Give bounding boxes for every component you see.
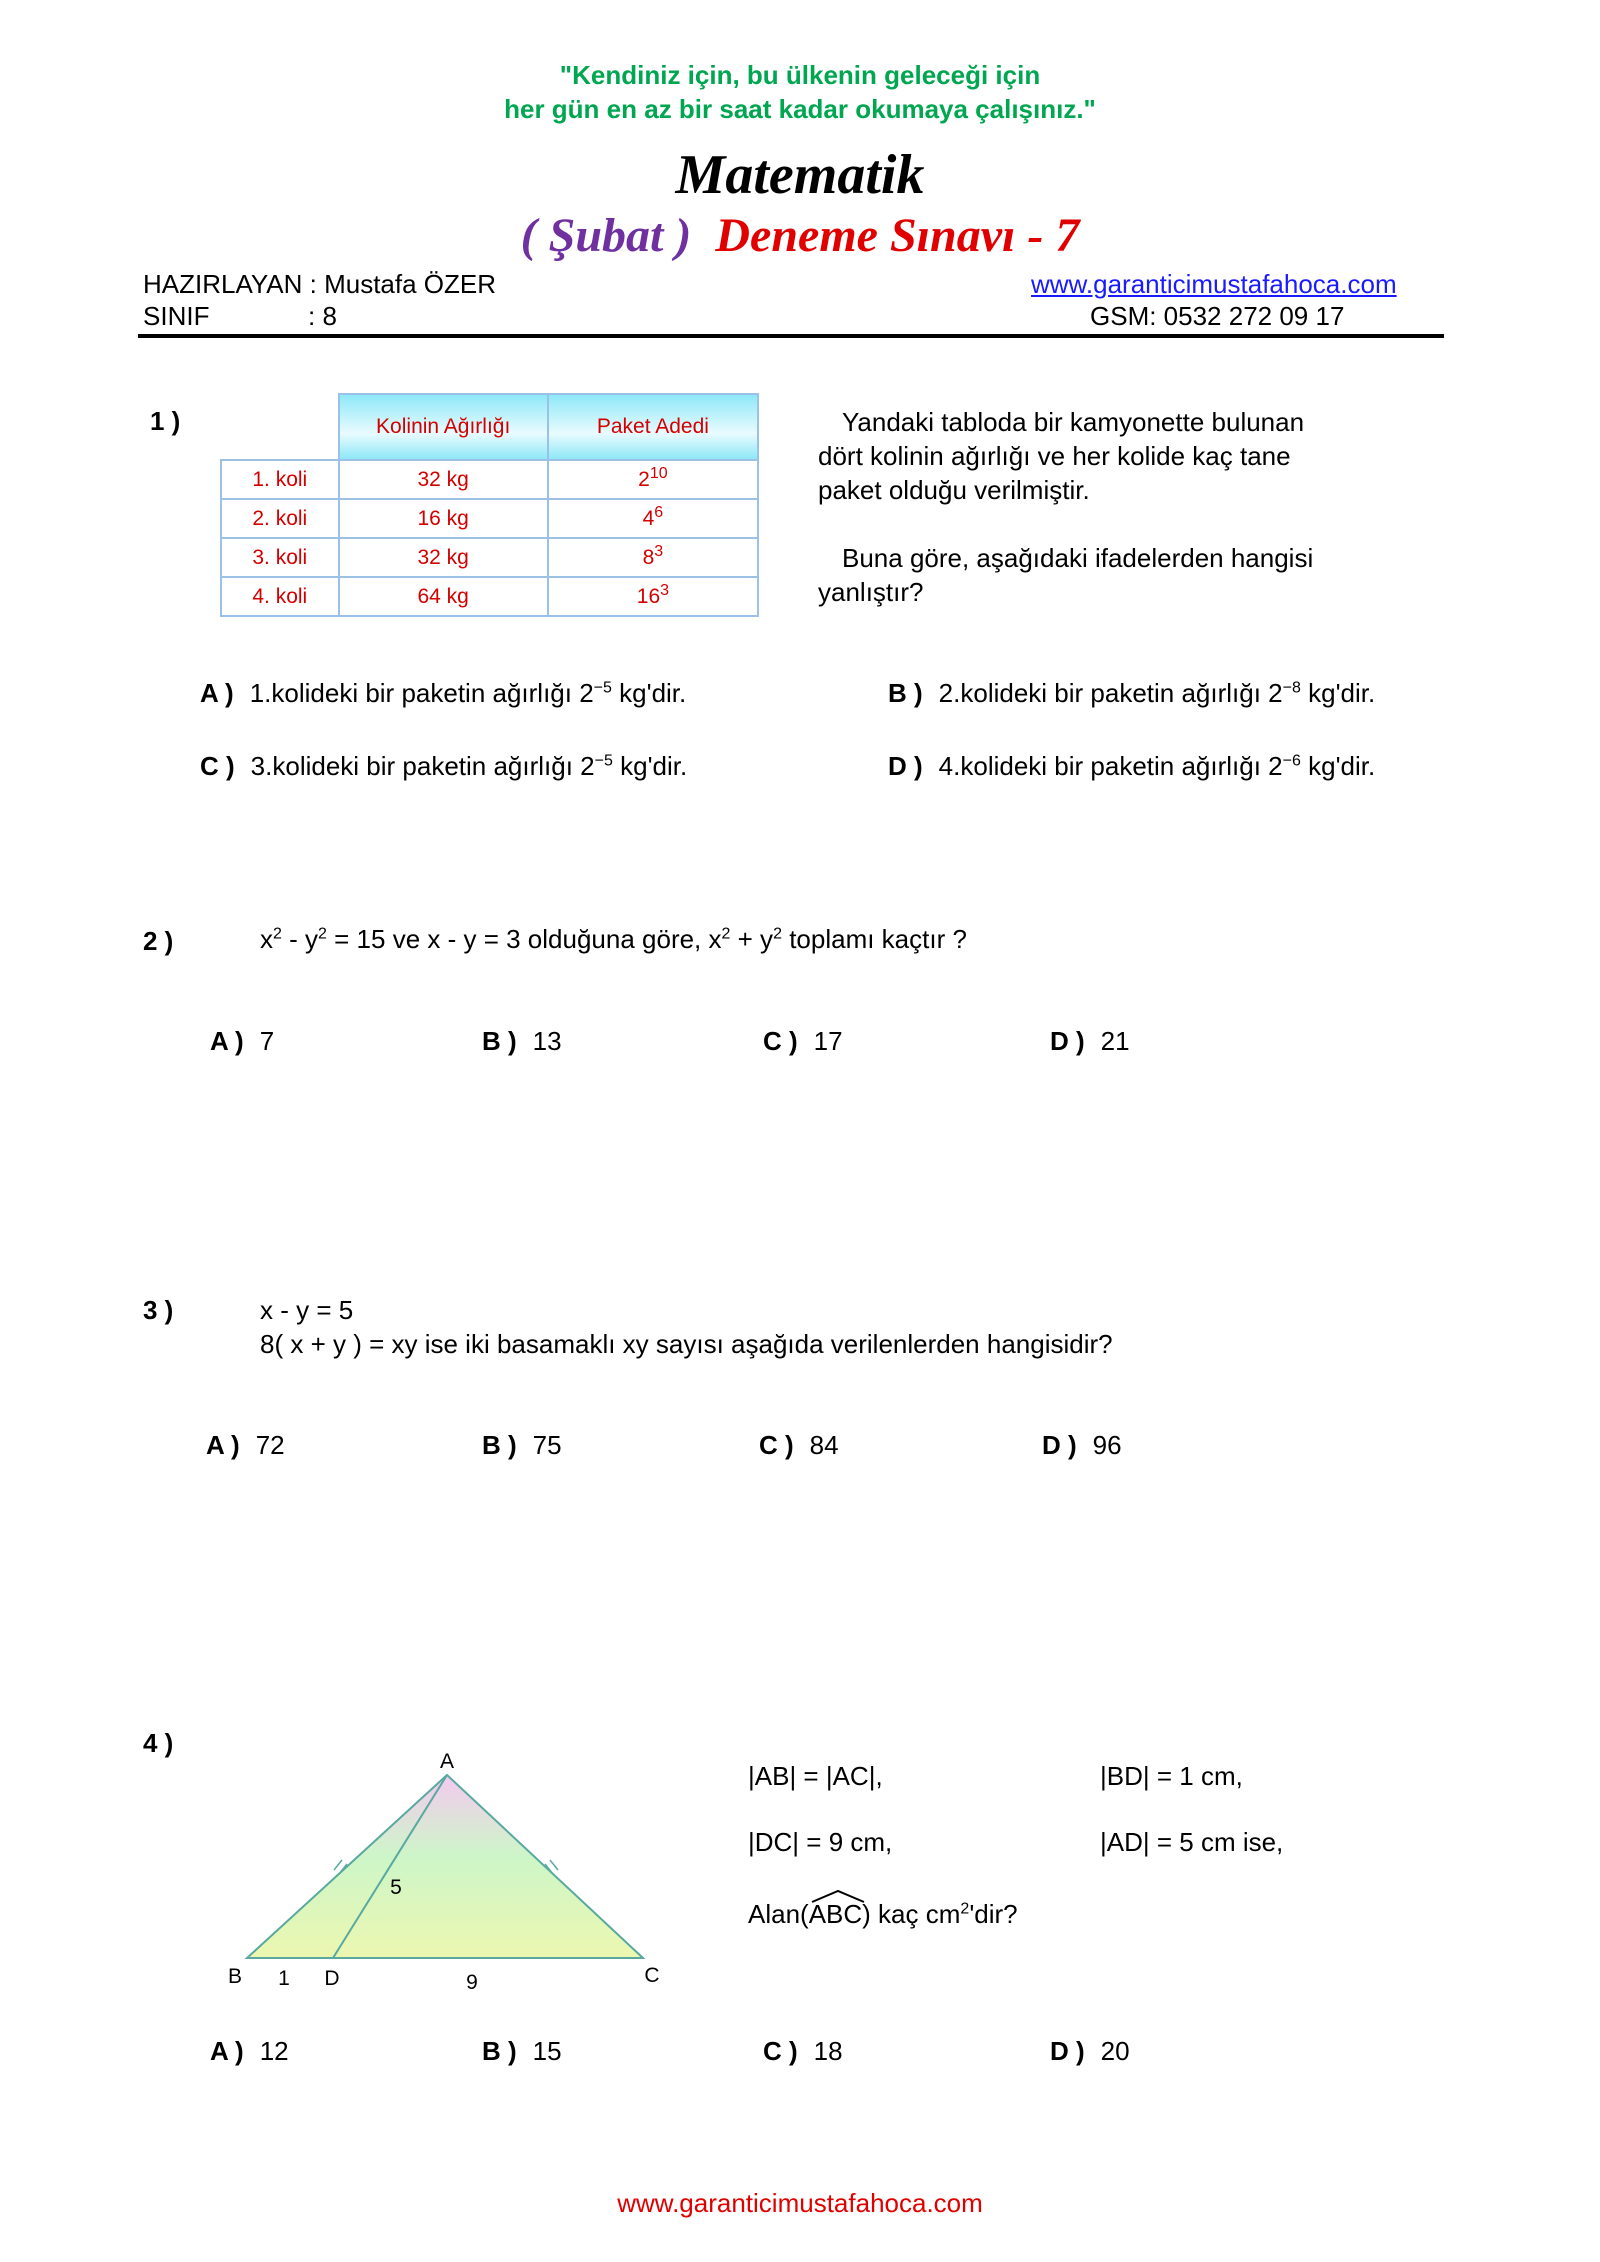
vertex-a-label: A xyxy=(439,1750,455,1773)
table-cell: 4. koli xyxy=(221,577,339,616)
table-cell: 32 kg xyxy=(339,538,548,577)
question-number: 4 ) xyxy=(143,1728,174,1758)
option-d[interactable]: D ) 21 xyxy=(1050,1026,1130,1056)
given-ad: |AD| = 5 cm ise, xyxy=(1100,1827,1284,1857)
question-text: Alan( ABC) kaç $cm^2'dir$? xyxy=(748,1899,1018,1930)
tick-mark xyxy=(550,1860,558,1870)
class-label: SINIF xyxy=(143,301,210,331)
given-dc: |DC| = 9 cm, xyxy=(748,1827,893,1857)
table-row xyxy=(221,577,758,616)
table-cell: $2^{10}$ xyxy=(548,460,758,499)
option-d[interactable]: D ) 20 xyxy=(1050,2036,1130,2066)
tick-mark xyxy=(334,1860,342,1870)
option-b[interactable]: B ) 2.kolideki bir paketin ağırlığı $2^{-8}$ kg'dir. xyxy=(888,678,1376,708)
page-subtitle xyxy=(0,208,1600,263)
author-label: HAZIRLAYAN : Mustafa ÖZER xyxy=(143,269,497,299)
subtitle-exam: Deneme Sınavı - 7 xyxy=(715,209,1080,262)
option-a[interactable]: A ) 1.kolideki bir paketin ağırlığı $2^{-5}$ kg'dir. xyxy=(200,678,687,708)
table-row xyxy=(221,460,758,499)
triangle-figure xyxy=(200,1740,700,2000)
quote-line-1: "Kendiniz için, bu ülkenin geleceği için xyxy=(559,60,1041,90)
option-c[interactable]: C ) 17 xyxy=(763,1026,843,1056)
table-cell: 32 kg xyxy=(339,460,548,499)
triangle-abc xyxy=(247,1775,643,1958)
table-cell: $4^6$ xyxy=(548,499,758,538)
table-corner xyxy=(221,394,339,460)
website-link[interactable]: www.garanticimustafahoca.com xyxy=(1031,269,1397,299)
subtitle-month: ( Şubat ) xyxy=(520,209,692,262)
question-text: $x^2 - y^2 = 15$ ve x - y = 3 olduğuna göre, $x^2 + y^2$ toplamı kaçtır ? xyxy=(260,924,967,954)
question-text: x - y = 5 8( x + y ) = xy ise iki basamaklı xy sayısı aşağıda verilenlerden hangisidir? xyxy=(260,1295,1113,1359)
option-d[interactable]: D ) 96 xyxy=(1042,1430,1122,1460)
class-value: : 8 xyxy=(308,301,337,331)
dc-length-label: 9 xyxy=(466,1971,478,1994)
vertex-c-label: C xyxy=(644,1964,660,1987)
option-a[interactable]: A ) 72 xyxy=(206,1430,285,1460)
triangle-symbol-icon xyxy=(811,1889,865,1903)
question-number: 2 ) xyxy=(143,926,174,956)
table-cell: $16^3$ xyxy=(548,577,758,616)
vertex-b-label: B xyxy=(227,1965,243,1988)
bd-length-label: 1 xyxy=(278,1967,290,1990)
gsm-number: GSM: 0532 272 09 17 xyxy=(1090,301,1345,331)
table-cell: 16 kg xyxy=(339,499,548,538)
option-d[interactable]: D ) 4.kolideki bir paketin ağırlığı $2^{-6}$ kg'dir. xyxy=(888,751,1376,781)
table-header: Kolinin Ağırlığı xyxy=(339,394,548,460)
table-cell: 1. koli xyxy=(221,460,339,499)
point-d-label: D xyxy=(324,1967,340,1990)
question-text: Yandaki tabloda bir kamyonette bulunan dört kolinin ağırlığı ve her kolide kaç tane paket olduğu verilmiştir. Buna göre, aşağıdaki ifadelerden hangisi yanlıştır? xyxy=(818,407,1314,607)
table-cell: 64 kg xyxy=(339,577,548,616)
option-c[interactable]: C ) 3.kolideki bir paketin ağırlığı $2^{-5}$ kg'dir. xyxy=(200,751,688,781)
table-cell: $8^3$ xyxy=(548,538,758,577)
table-cell: 2. koli xyxy=(221,499,339,538)
page-title: Matematik xyxy=(675,144,925,206)
table-row xyxy=(221,499,758,538)
table-row xyxy=(221,538,758,577)
option-c[interactable]: C ) 84 xyxy=(759,1430,839,1460)
footer-website[interactable]: www.garanticimustafahoca.com xyxy=(617,2188,983,2218)
option-b[interactable]: B ) 75 xyxy=(482,1430,562,1460)
question-number: 1 ) xyxy=(150,406,181,436)
option-c[interactable]: C ) 18 xyxy=(763,2036,843,2066)
given-bd: |BD| = 1 cm, xyxy=(1100,1761,1243,1791)
option-b[interactable]: B ) 15 xyxy=(482,2036,562,2066)
package-table xyxy=(220,393,759,617)
option-a[interactable]: A ) 12 xyxy=(210,2036,289,2066)
option-a[interactable]: A ) 7 xyxy=(210,1026,275,1056)
quote-line-2: her gün en az bir saat kadar okumaya çalışınız." xyxy=(504,94,1096,124)
given-ab-ac: |AB| = |AC|, xyxy=(748,1761,883,1791)
table-cell: 3. koli xyxy=(221,538,339,577)
question-number: 3 ) xyxy=(143,1295,174,1325)
ad-length-label: 5 xyxy=(390,1876,402,1899)
header-divider xyxy=(138,334,1444,338)
table-header: Paket Adedi xyxy=(548,394,758,460)
option-b[interactable]: B ) 13 xyxy=(482,1026,562,1056)
